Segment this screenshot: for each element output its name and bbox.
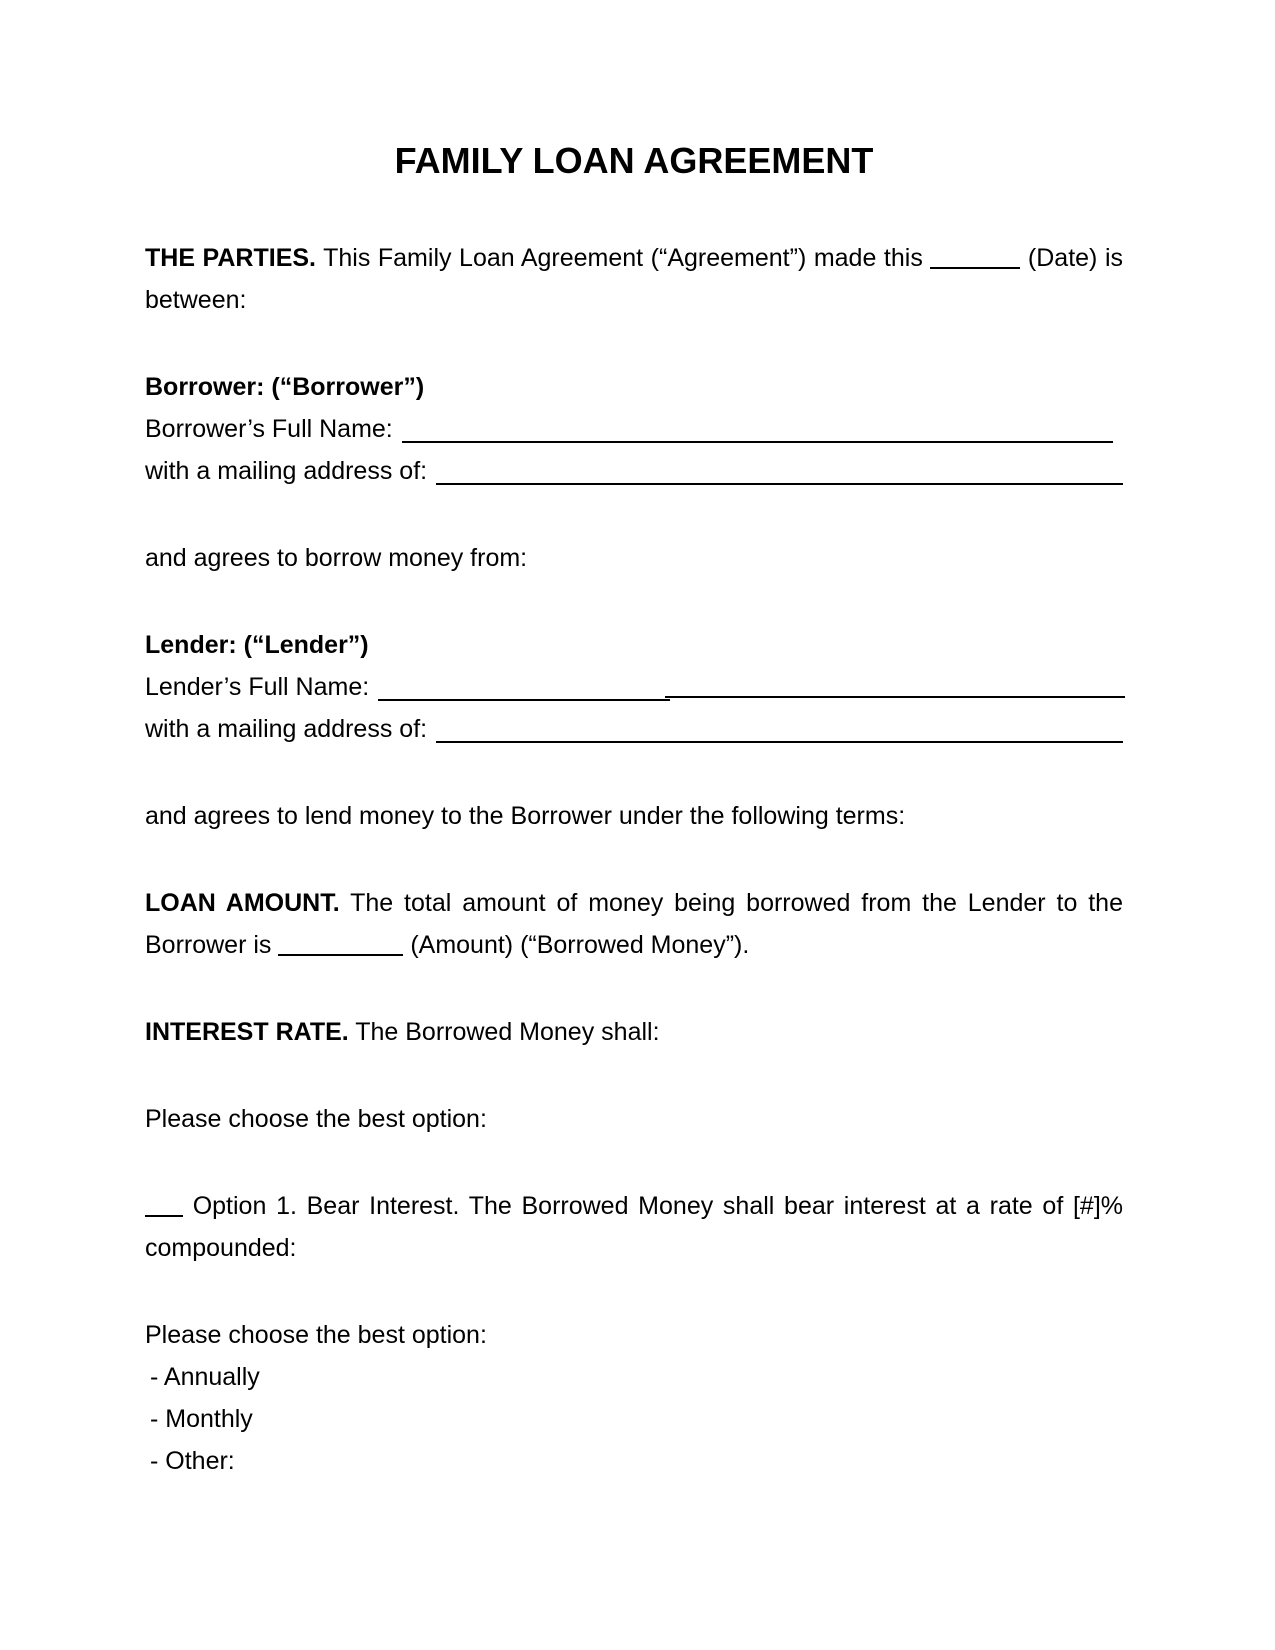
borrower-block (145, 366, 1123, 492)
lender-name-line-field-2[interactable] (665, 666, 1125, 698)
loan-amount-text: The total amount of money being borrowed from the Lender to the (339, 889, 1123, 917)
lender-name-row (145, 666, 1123, 708)
borrower-address-line-field[interactable] (436, 450, 1123, 485)
loan-amount-line-1 (145, 882, 1123, 924)
amount-text-after: (Amount) (“Borrowed Money”). (403, 931, 750, 959)
agrees-borrow-paragraph: and agrees to borrow money from: (145, 544, 528, 572)
date-blank-field[interactable] (930, 267, 1020, 269)
option1-line-1 (145, 1185, 1123, 1227)
compounding-options-block (145, 1314, 1123, 1482)
document-title: FAMILY LOAN AGREEMENT (394, 140, 874, 181)
choose-option-prompt-2: Please choose the best option: (145, 1321, 487, 1349)
interest-rate-paragraph (145, 1011, 1123, 1053)
option1-text: Option 1. Bear Interest. The Borrowed Money shall bear interest at a rate of [#]% (183, 1192, 1123, 1220)
option-other: - Other: (150, 1447, 235, 1475)
parties-text-before-date: This Family Loan Agreement (“Agreement”) made this (316, 244, 931, 272)
loan-amount-lead: LOAN AMOUNT. (145, 889, 340, 917)
parties-text-after-date: (Date) is (1020, 244, 1123, 272)
lender-block (145, 624, 1123, 750)
loan-amount-line-2 (145, 924, 1123, 966)
borrower-name-label: Borrower’s Full Name: (145, 415, 393, 443)
option-monthly: - Monthly (150, 1405, 253, 1433)
option1-select-blank-field[interactable] (145, 1215, 183, 1217)
lender-address-label: with a mailing address of: (145, 715, 428, 743)
interest-rate-lead: INTEREST RATE. (145, 1018, 349, 1046)
parties-lead: THE PARTIES. (145, 244, 316, 272)
amount-text-before: Borrower is (145, 931, 279, 959)
borrower-address-label: with a mailing address of: (145, 457, 428, 485)
borrower-address-row (145, 450, 1123, 492)
borrower-name-line-field[interactable] (402, 408, 1113, 443)
option1-paragraph (145, 1185, 1123, 1269)
loan-amount-paragraph (145, 882, 1123, 966)
lender-name-line-field[interactable] (378, 666, 670, 701)
lender-heading: Lender: (“Lender”) (145, 631, 369, 659)
option-annually: - Annually (150, 1363, 260, 1391)
agrees-lend-paragraph: and agrees to lend money to the Borrower under the following terms: (145, 802, 906, 830)
borrower-name-row (145, 408, 1123, 450)
option1-line-2: compounded: (145, 1234, 297, 1262)
lender-address-row (145, 708, 1123, 750)
amount-blank-field[interactable] (278, 954, 403, 956)
interest-rate-text: The Borrowed Money shall: (348, 1018, 660, 1046)
lender-address-line-field[interactable] (436, 708, 1123, 743)
borrower-heading: Borrower: (“Borrower”) (145, 373, 425, 401)
parties-line-1 (145, 237, 1123, 279)
choose-option-prompt-1: Please choose the best option: (145, 1105, 487, 1133)
parties-paragraph (145, 237, 1123, 321)
lender-name-label: Lender’s Full Name: (145, 673, 370, 701)
parties-line-2: between: (145, 286, 247, 314)
